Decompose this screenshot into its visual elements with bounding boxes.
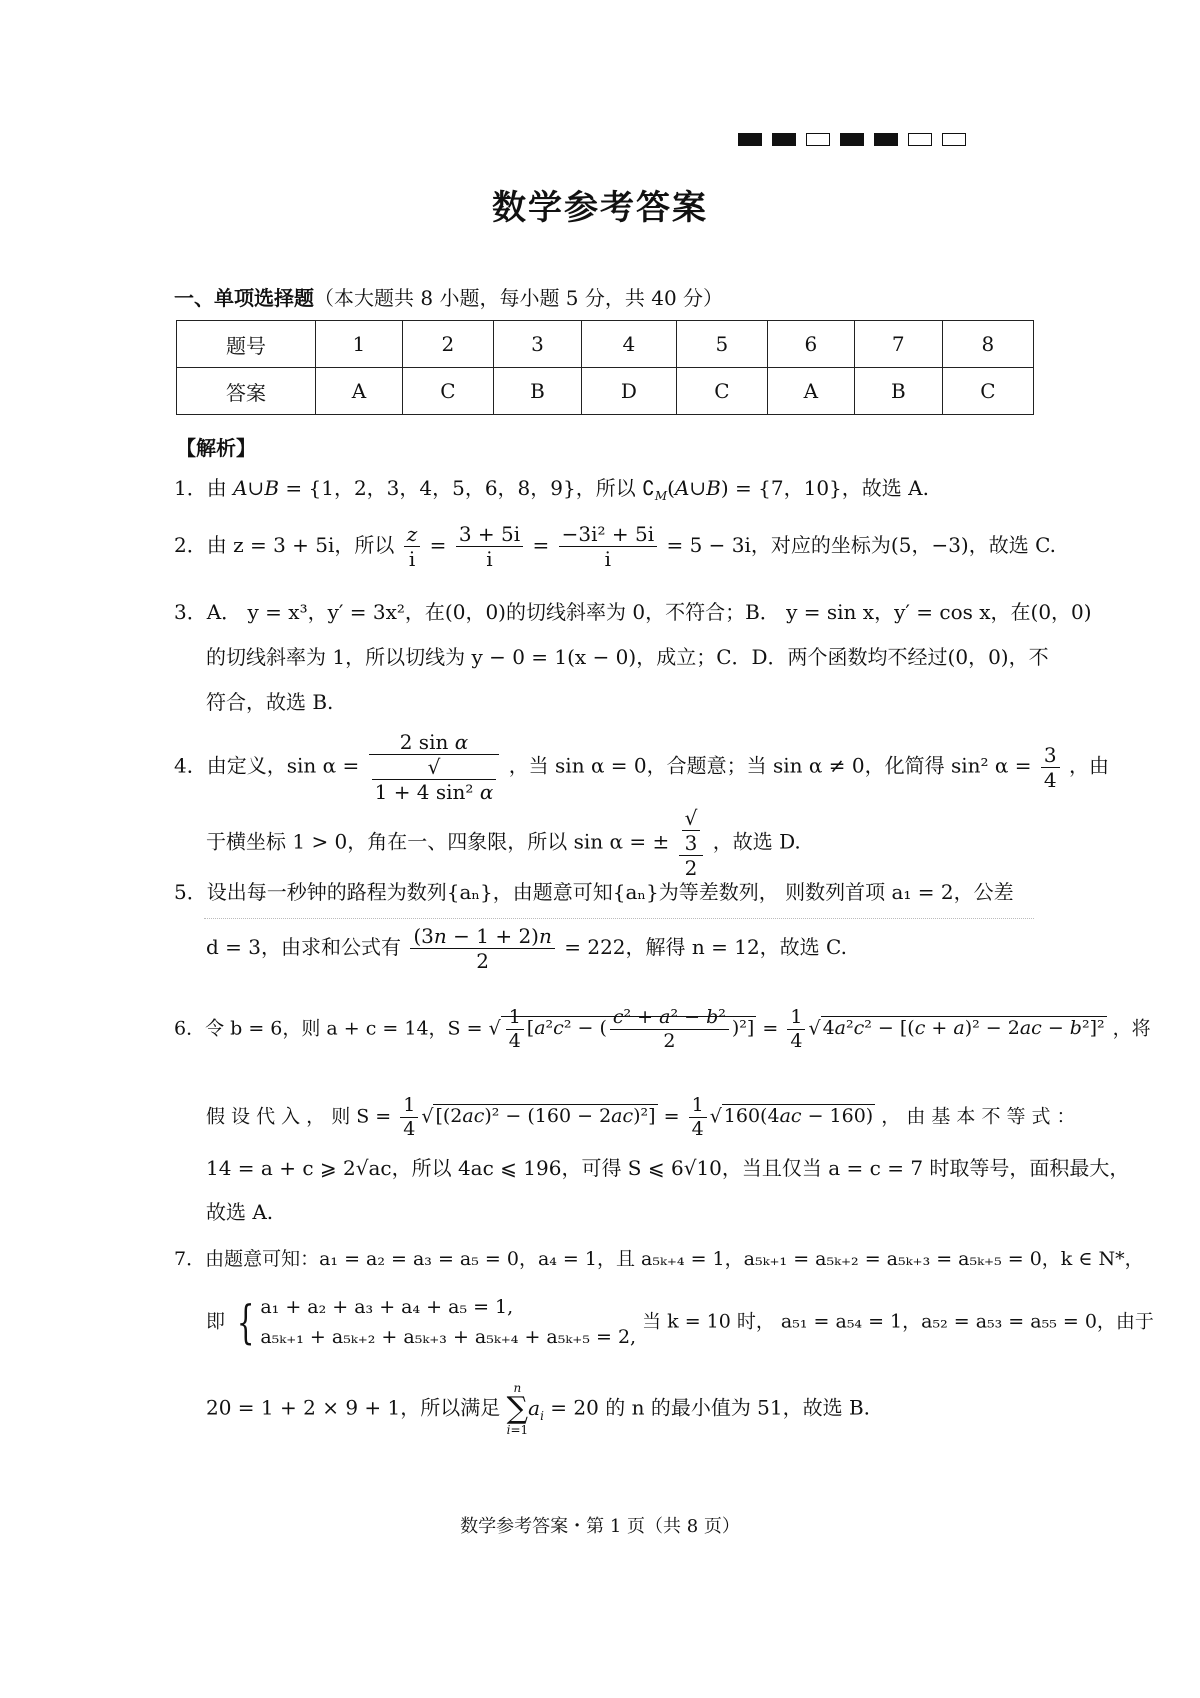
solution-text: ，将 bbox=[1112, 1017, 1151, 1040]
table-row bbox=[177, 321, 1034, 368]
fraction: $\frac{3 + 5i}{i}$ bbox=[456, 522, 523, 571]
solution-text: z = 3 + 5i，所以 bbox=[233, 533, 395, 557]
table-cell: C bbox=[676, 368, 767, 415]
divider bbox=[204, 918, 1034, 919]
solution-3-line-1: 3．A． y = x³，y′ = 3x²，在(0，0)的切线斜率为 0，不符合；B． y = sin x，y′ = cos x，在(0，0) bbox=[174, 600, 1092, 624]
solution-6-line-4: 故选 A. bbox=[206, 1200, 274, 1224]
fraction: $\frac{\text{c² + a² − b²}}{2}$ bbox=[610, 1006, 729, 1053]
solution-text: 6．令 b = 6，则 a + c = 14，S = bbox=[174, 1017, 483, 1040]
fraction: $\frac{1}{4}$ bbox=[400, 1094, 418, 1141]
solution-text: = {1，2，3，4，5，6，8，9}，所以 bbox=[285, 476, 636, 500]
section-note: （本大题共 8 小题，每小题 5 分，共 40 分） bbox=[314, 286, 724, 310]
table-cell: 5 bbox=[676, 321, 767, 368]
table-cell: 4 bbox=[582, 321, 677, 368]
mark-square bbox=[840, 133, 864, 146]
fraction: $\frac{1}{4}$ bbox=[506, 1006, 524, 1053]
solution-text: = 20 的 n 的最小值为 51，故选 B. bbox=[550, 1395, 871, 1420]
solution-text: = 5 − 3i，对应的坐标为(5，−3)，故选 C. bbox=[666, 533, 1057, 557]
solution-6-line-1: 6．令 b = 6，则 a + c = 14，S = √ $\frac{1}{4}$ [a²c² − ( $\frac{\text{c² + a² − b²}}{2}$ )²] = $\frac{1}{4}$ √ 4a²c² − [(c + a)² − 2ac − b²]² ，将 bbox=[174, 1006, 1151, 1052]
table-cell: C bbox=[942, 368, 1033, 415]
solution-7-line-1: 7．由题意可知：a₁ = a₂ = a₃ = a₅ = 0，a₄ = 1，且 a₅ₖ₊₄ = 1，a₅ₖ₊₁ = a₅ₖ₊₂ = a₅ₖ₊₃ = a₅ₖ₊₅ = 0，k ∈ N*， bbox=[174, 1248, 1144, 1270]
table-cell: A bbox=[767, 368, 854, 415]
table-cell: 3 bbox=[493, 321, 581, 368]
solution-text: 当 k = 10 时， a₅₁ = a₅₄ = 1，a₅₂ = a₅₃ = a₅₅ = 0，由于 bbox=[642, 1310, 1154, 1333]
solution-text: 于横坐标 1 > 0，角在一、四象限，所以 sin α = ± bbox=[206, 829, 670, 854]
solution-7-line-2 bbox=[206, 1292, 1154, 1353]
solution-text: 2．由 bbox=[174, 533, 227, 557]
solution-3-line-2: 的切线斜率为 1，所以切线为 y − 0 = 1(x − 0)，成立；C．D．两个函数均不经过(0，0)，不 bbox=[206, 645, 1049, 669]
table-header-cell: 题号 bbox=[177, 321, 316, 368]
table-header-cell: 答案 bbox=[177, 368, 316, 415]
equation: a₅ₖ₊₁ + a₅ₖ₊₂ + a₅ₖ₊₃ + a₅ₖ₊₄ + a₅ₖ₊₅ = 2, bbox=[260, 1326, 637, 1349]
solution-6-line-3: 14 = a + c ⩾ 2√ac，所以 4ac ⩽ 196，可得 S ⩽ 6√10，当且仅当 a = c = 7 时取等号，面积最大， bbox=[206, 1156, 1130, 1180]
fraction: $\frac{3}{4}$ bbox=[1041, 743, 1060, 792]
fraction: $\frac{(3n - 1 + 2)n}{2}$ bbox=[410, 924, 555, 973]
fraction: $\frac{1}{4}$ bbox=[787, 1006, 805, 1053]
mark-square bbox=[772, 133, 796, 146]
fraction: 2 sin α √ 1 + 4 sin² α bbox=[369, 730, 500, 804]
solution-text: = {7，10}，故选 A. bbox=[735, 476, 929, 500]
solution-text: 假 设 代 入 ， 则 S = bbox=[206, 1105, 392, 1128]
fraction: √ 3 2 bbox=[679, 806, 704, 880]
mark-square bbox=[942, 133, 966, 146]
table-cell: B bbox=[854, 368, 942, 415]
solution-text: 4．由定义，sin α = bbox=[174, 753, 360, 778]
page-footer: 数学参考答案・第 1 页（共 8 页） bbox=[460, 1516, 740, 1537]
page-title: 数学参考答案 bbox=[492, 188, 708, 228]
table-cell: 1 bbox=[316, 321, 403, 368]
solution-text: ，当 sin α = 0，合题意；当 sin α ≠ 0，化简得 sin² α = bbox=[508, 753, 1032, 778]
answer-table bbox=[176, 320, 1034, 415]
solution-text: 即 bbox=[206, 1310, 226, 1333]
section-heading bbox=[174, 282, 723, 311]
solution-5-line-1: 5．设出每一秒钟的路程为数列{aₙ}，由题意可知{aₙ}为等差数列， 则数列首项 a₁ = 2，公差 bbox=[174, 880, 1014, 904]
mark-square bbox=[806, 133, 830, 146]
table-cell: 7 bbox=[854, 321, 942, 368]
brace: { bbox=[236, 1295, 255, 1350]
table-cell: 6 bbox=[767, 321, 854, 368]
solution-text: ，由 bbox=[1068, 753, 1109, 778]
fraction: $\frac{1}{4}$ bbox=[689, 1094, 707, 1141]
solution-text: ， 由 基 本 不 等 式 ： bbox=[881, 1105, 1076, 1128]
table-row bbox=[177, 368, 1034, 415]
solution-5-line-2 bbox=[206, 924, 847, 973]
solution-2: 2．由 z = 3 + 5i，所以 $\frac{z}{i}$ = $\frac{3 + 5i}{i}$ = $\frac{\text{−3i² + 5i}}{i}$ = 5 − 3i，对应的坐标为(5，−3)，故选 C. bbox=[174, 522, 1057, 571]
solution-text: d = 3，由求和公式有 bbox=[206, 935, 401, 959]
table-cell: 2 bbox=[402, 321, 493, 368]
equation-system bbox=[260, 1292, 636, 1353]
solution-7-line-3: 20 = 1 + 2 × 9 + 1，所以满足 n ∑ $i=1a_i = 20$ 的 n 的最小值为 51，故选 B. bbox=[206, 1381, 871, 1437]
summation: n ∑ i=1 bbox=[506, 1381, 529, 1437]
table-cell: B bbox=[493, 368, 581, 415]
section-title: 一、单项选择题 bbox=[174, 286, 314, 310]
solution-4-line-1 bbox=[174, 730, 1109, 804]
table-cell: A bbox=[316, 368, 403, 415]
solution-4-line-2 bbox=[206, 806, 801, 880]
table-cell: 8 bbox=[942, 321, 1033, 368]
mark-square bbox=[738, 133, 762, 146]
analysis-heading: 【解析】 bbox=[176, 436, 256, 460]
solution-text: 20 = 1 + 2 × 9 + 1，所以满足 bbox=[206, 1395, 501, 1420]
header-marks bbox=[738, 133, 966, 146]
solution-3-line-3: 符合，故选 B. bbox=[206, 690, 334, 714]
solution-text: = bbox=[663, 1105, 680, 1128]
table-cell: C bbox=[402, 368, 493, 415]
table-cell: D bbox=[582, 368, 677, 415]
solution-1: 1．由 A∪B = {1，2，3，4，5，6，8，9}，所以 $∁_M(A\cup B) = \{7$，10}，故选 A. bbox=[174, 476, 929, 503]
fraction: $\frac{z}{i}$ bbox=[404, 522, 421, 571]
solution-text: 1．由 bbox=[174, 476, 227, 500]
solution-6-line-2: 假 设 代 入 ， 则 S = $\frac{1}{4}$ √ [(2ac)² − (160 − 2ac)²] = $\frac{1}{4}$ √ 160(4ac − 160) ， 由 基 本 不 等 式 ： bbox=[206, 1094, 1076, 1140]
fraction: $\frac{\text{−3i² + 5i}}{i}$ bbox=[559, 522, 658, 571]
solution-text: ，故选 D. bbox=[712, 829, 801, 854]
mark-square bbox=[874, 133, 898, 146]
mark-square bbox=[908, 133, 932, 146]
solution-text: = bbox=[762, 1017, 779, 1040]
solution-text: = 222，解得 n = 12，故选 C. bbox=[564, 935, 847, 959]
equation: a₁ + a₂ + a₃ + a₄ + a₅ = 1, bbox=[260, 1296, 514, 1318]
